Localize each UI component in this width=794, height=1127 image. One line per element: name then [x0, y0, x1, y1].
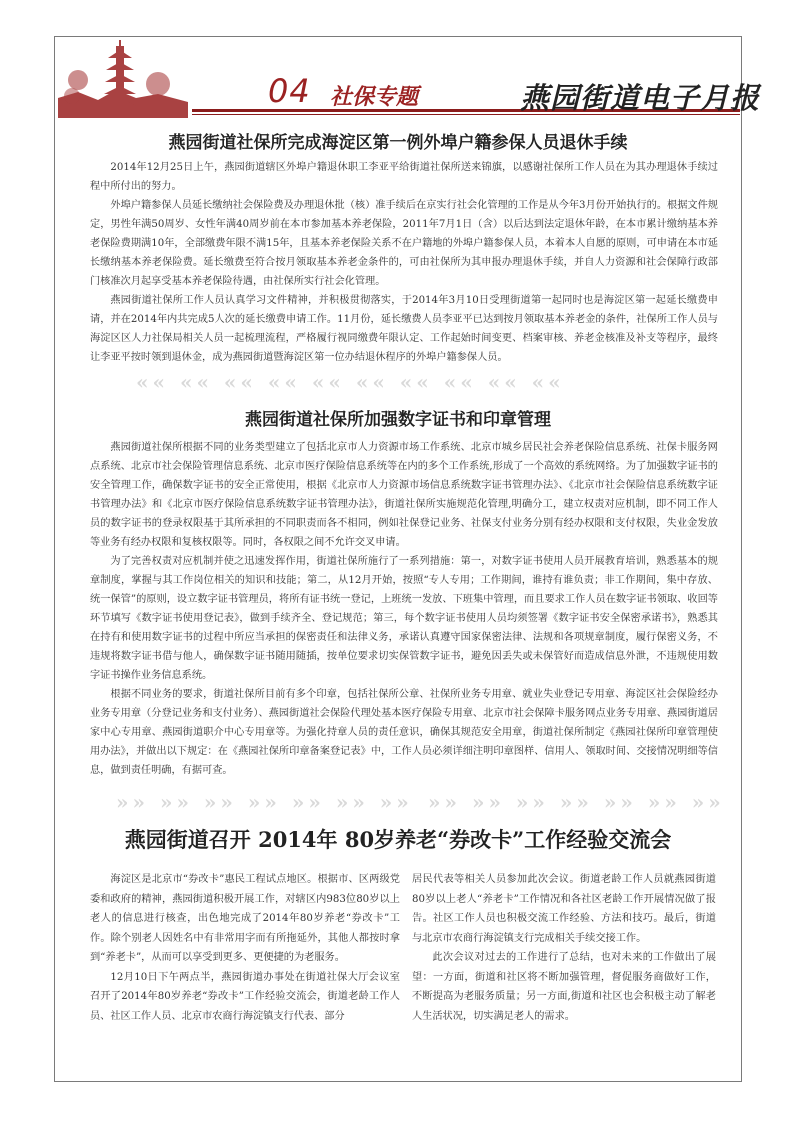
section-title: 社保专题 — [330, 85, 419, 110]
article1-paragraph: 外埠户籍参保人员延长缴纳社会保险费及办理退休批（核）准手续后在京实行社会化管理的工作是从今年3月份开始执行的。根据文件规定，男性年满50周岁、女性年满40周岁前在本市参加基本养老保险，2011年7月1日（含）以后达到法定退休年龄，在本市累计缴纳基本养老保险费期满10年，全部缴费年限不满15年，且基本养老保险关系不在户籍地的外埠户籍参保人员，本着本人自愿的原则，可申请在本市延长缴纳基本养老保险费。延长缴费至符合按月领取基本养老金条件的，可由社保所为其申报办理退休手续，并自人力资源和社会保障行政部门核准次月起享受基本养老保险待遇，由社保所实行社会化管理。 — [90, 200, 718, 287]
article1-title: 燕园街道社保所完成海淀区第一例外埠户籍参保人员退休手续 — [168, 133, 628, 153]
article1-paragraph: 燕园街道社保所工作人员认真学习文件精神，并积极贯彻落实，于2014年3月10日受理街道第一起同时也是海淀区第一起延长缴费申请，并在2014年内共完成5人次的延长缴费申请工作。11月份，延长缴费人员李亚平已达到按月领取基本养老金的条件，社保所工作人员与海淀区区人力社保局相关人员一起梳理流程，严格履行视同缴费年限认定、工作起始时间变更、档案审核、养老金核准及补支等程序，最终让李亚平按时领到退休金，成为燕园街道暨海淀区第一位办结退休程序的外埠户籍参保人员。 — [90, 295, 718, 363]
divider-right-arrows-a: »» »» »» »» »» »» »» — [116, 790, 413, 814]
article1-paragraph: 2014年12月25日上午，燕园街道辖区外埠户籍退休职工李亚平给街道社保所送来锦旗，以感谢社保所工作人员在为其办理退休手续过程中所付出的努力。 — [90, 162, 718, 192]
divider-right-arrows-b: »» »» »» »» »» »» »» — [428, 790, 725, 814]
article2-paragraph: 燕园街道社保所根据不同的业务类型建立了包括北京市人力资源市场工作系统、北京市城乡居民社会养老保险信息系统、社保卡服务网点系统、北京市社会保险管理信息系统、北京市医疗保险信息系统等在内的多个工作系统,形成了一个高效的系统网络。为了加强数字证书的安全管理工作，确保数字证书的安全正常使用，根据《北京市人力资源市场信息系统数字证书管理办法》、《北京市社会保险信息系统数字证书管理办法》和《北京市医疗保险信息系统数字证书管理办法》，街道社保所实施规范化管理,明确分工，建立权责对应机制，即不同工作人员的数字证书的登录权限基于其所承担的不同职责而各不相同，例如社保登记业务、社保支付业务分别有经办权限和支付权限，失业金发放等业务有经办权限和复核权限等。同时，各权限之间不允许交叉申请。 — [90, 442, 718, 548]
article3-left-column — [90, 870, 400, 1026]
article3-right-column — [412, 870, 716, 1026]
article3-paragraph: 居民代表等相关人员参加此次会议。街道老龄工作人员就燕园街道80岁以上老人“养老卡”工作情况和各社区老龄工作开展情况做了报告。社区工作人员也积极交流工作经验、方法和技巧。最后，街道与北京市农商行海淀镇支行完成相关手续交接工作。 — [412, 874, 716, 944]
article3-title: 燕园街道召开 2014年 80岁养老“券改卡”工作经验交流会 — [124, 827, 672, 852]
article1-body — [90, 158, 718, 367]
article3-paragraph: 海淀区是北京市“券改卡”惠民工程试点地区。根据市、区两级党委和政府的精神，燕园街道积极开展工作，对辖区内983位80岁以上老人的信息进行核查，出色地完成了2014年80岁养老“券改卡”工作。除个别老人因姓名中有非常用字而有所拖延外，其他人都按时拿到“养老卡”，从而可以享受到更多、更便捷的为老服务。 — [90, 874, 400, 963]
article3-paragraph: 12月10日下午两点半，燕园街道办事处在街道社保大厅会议室召开了2014年80岁养老“券改卡”工作经验交流会，街道老龄工作人员、社区工作人员、北京市农商行海淀镇支行代表、部分 — [90, 971, 400, 1022]
article2-title: 燕园街道社保所加强数字证书和印章管理 — [245, 410, 551, 430]
masthead-title: 燕园街道电子月报 — [520, 81, 761, 115]
issue-number: 04 — [268, 72, 311, 110]
divider-left-arrows: «« «« «« «« «« «« «« «« «« «« — [136, 370, 565, 394]
article2-paragraph: 根据不同业务的要求，街道社保所目前有多个印章，包括社保所公章、社保所业务专用章、就业失业登记专用章、海淀区社会保险经办业务专用章（分登记业务和支付业务）、燕园街道社会保险代理处基本医疗保险专用章、北京市社会保障卡服务网点业务专用章、燕园街道居家中心专用章、燕园街道职介中心专用章等。为强化持章人员的责任意识，确保其规范安全用章，街道社保所制定《燕园社保所印章管理使用办法》，并做出以下规定：在《燕园社保所印章备案登记表》中，工作人员必须详细注明印章图样、信用人、领取时间、交接情况明细等信息，做到责任明确，有据可查。 — [90, 689, 718, 776]
pagoda-tower-illustration — [58, 40, 188, 118]
article3-paragraph: 此次会议对过去的工作进行了总结，也对未来的工作做出了展望：一方面，街道和社区将不断加强管理，督促服务商做好工作，不断提高为老服务质量；另一方面,街道和社区也会积极主动了解老人生活状况，切实满足老人的需求。 — [412, 952, 716, 1022]
article2-paragraph: 为了完善权责对应机制并使之迅速发挥作用，街道社保所施行了一系列措施：第一，对数字证书使用人员开展教育培训，熟悉基本的规章制度，掌握与其工作岗位相关的知识和技能；第二，从12月开始，按照“专人专用；工作期间，谁持有谁负责；非工作期间，集中存放、统一保管”的原则，设立数字证书管理员，将所有证书统一登记，上班统一发放、下班集中管理，而且要求工作人员在数字证书领取、收回等环节填写《数字证书使用登记表》，做到手续齐全、登记规范；第三，每个数字证书使用人员均须签署《数字证书安全保密承诺书》，熟悉其在持有和使用数字证书的过程中所应当承担的保密责任和法律义务，承诺认真遵守国家保密法律、法规和各项规章制度，履行保密义务，不违规将数字证书借与他人，确保数字证书随用随插，按单位要求切实保管数字证书，避免因丢失或未保管好而造成信息外泄，不违规使用数字证书操作业务信息系统。 — [90, 556, 718, 681]
article2-body — [90, 438, 718, 780]
